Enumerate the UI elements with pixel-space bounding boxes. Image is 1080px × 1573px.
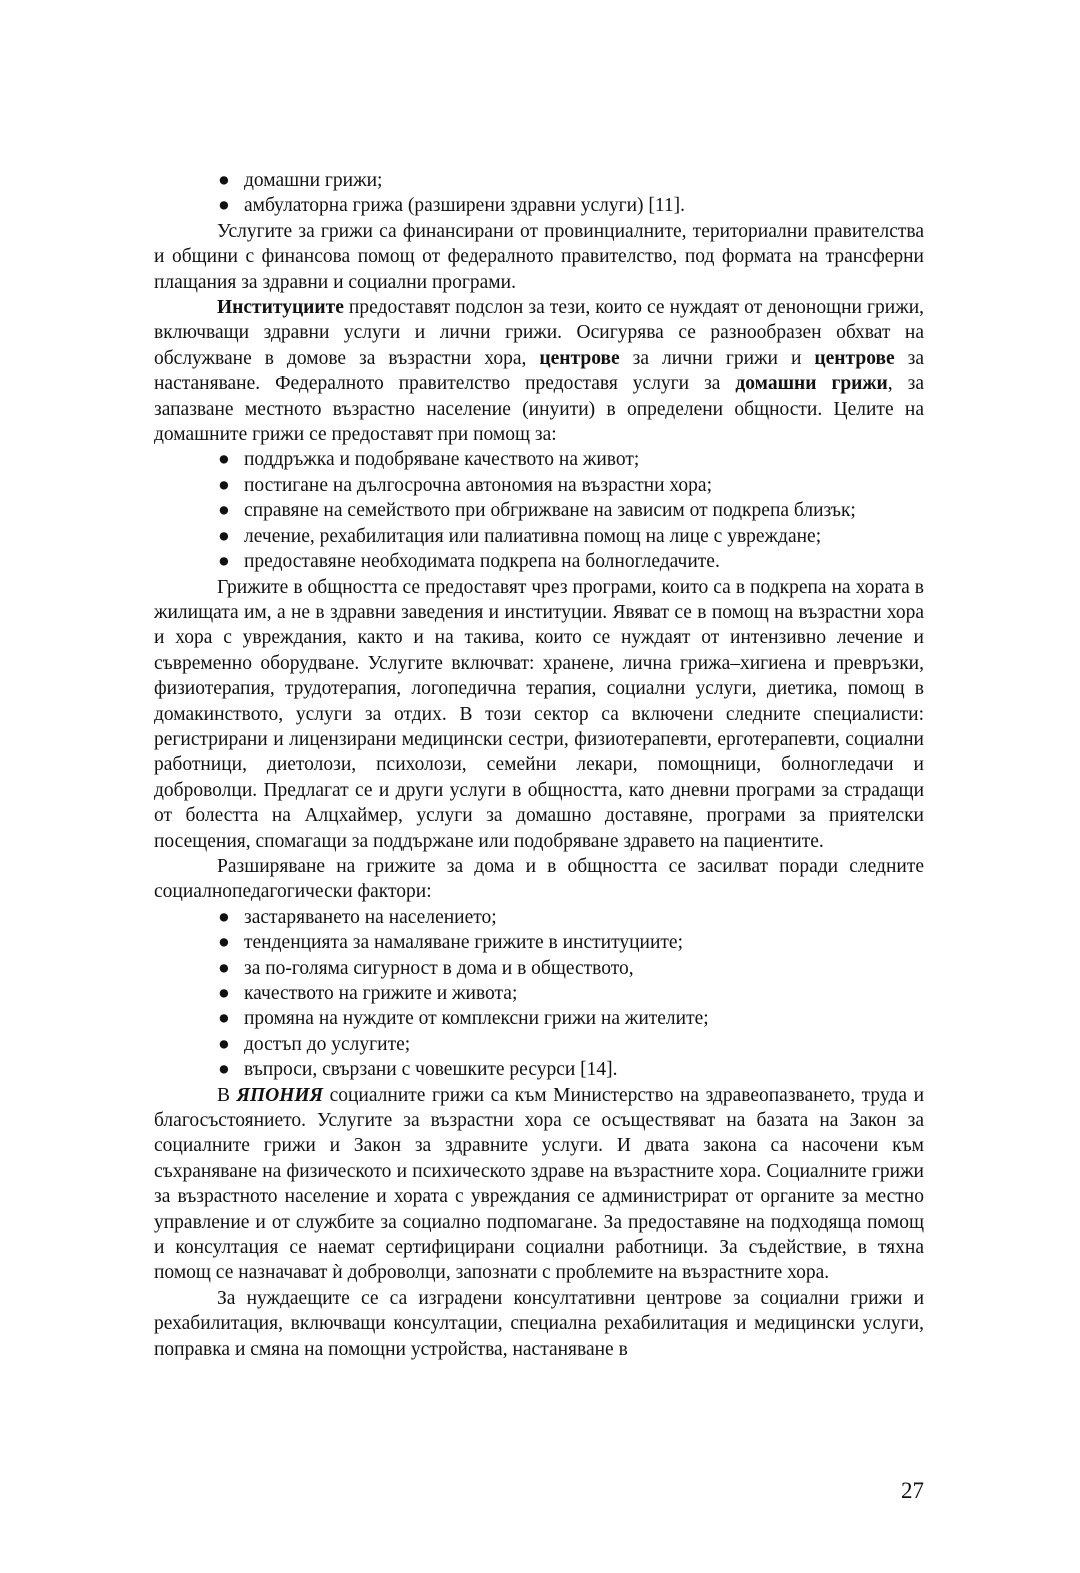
list-item: ● амбулаторна грижа (разширени здравни услуги) [11]. [218,195,686,217]
list-item: ● достъп до услугите; [218,1033,411,1055]
list-item: ● домашни грижи; [218,170,383,191]
list-item: ● промяна на нуждите от комплексни грижи на жителите; [218,1008,709,1030]
list-item: ● тенденцията за намаляване грижите в институциите; [218,932,684,954]
list-item: ● за по-голяма сигурност в дома и в обществото, [218,957,634,979]
list-item: ● предоставяне необходимата подкрепа на болногледачите. [218,551,720,573]
list-item: ● поддръжка и подобряване качеството на живот; [218,449,640,471]
page-body [154,168,924,1362]
list-item: ● постигане на дългосрочна автономия на възрастни хора; [218,474,712,496]
list-item: ● въпроси, свързани с човешките ресурси [14]. [218,1059,618,1081]
paragraph-japan: В ЯПОНИЯ социалните грижи са към Министерство на здравеопазването, труда и благосъстоянието. Услугите за възрастни хора се осъществяват на базата на Закон за социалните грижи и Закон за здравните услуги. И двата закона са насочени към съхраняване на физическото и психическото здраве на възрастните хора. Социалните грижи за възрастното население и хората с увреждания се администрират от органите за местно управление и от службите за социално подпомагане. За предоставяне на подходяща помощ и консултация се наемат сертифицирани социални работници. За съдействие, в тяхна помощ се назначават ѝ доброволци, запознати с проблемите на възрастните хора. [154,1084,925,1284]
paragraph-factors: Разширяване на грижите за дома и в общността се засилват поради следните социалнопедагогически фактори: [154,855,924,903]
paragraph-institutions: Институциите предоставят подслон за тези, които се нуждаят от денонощни грижи, включващи здравни услуги и лични грижи. Осигурява се разнообразен обхват на обслужване в домове за възрастни хора, центрове за лични грижи и центрове за настаняване. Федералното правителство предоставя услуги за домашни грижи, за запазване местното възрастно население (инуити) в определени общности. Целите на домашните грижи се предоставят при помощ за: [154,297,925,446]
paragraph-community-care: Грижите в общността се предоставят чрез програми, които са в подкрепа на хората в жилищата им, а не в здравни заведения и институции. Явяват се в помощ на възрастни хора и хора с увреждания, както и на такива, които се нуждаят от интензивно лечение и съвременно оборудване. Услугите включват: хранене, лична грижа–хигиена и превръзки, физиотерапия, трудотерапия, логопедична терапия, социални услуги, диетика, помощ в домакинството, услуги за отдих. В този сектор са включени следните специалисти: регистрирани и лицензирани медицински сестри, физиотерапевти, ерготерапевти, социални работници, диетолози, психолози, семейни лекари, помощници, болногледачи и доброволци. Предлагат се и други услуги в общността, като дневни програми за страдащи от болестта на Алцхаймер, услуги за домашно доставяне, програми за приятелски посещения, спомагащи за поддържане или подобряване здравето на пациентите. [154,576,924,852]
paragraph-funding: Услугите за грижи са финансирани от провинциалните, териториални правителства и общини с финансова помощ от федералното правителство, под формата на трансферни плащания за здравни и социални програми. [154,220,924,293]
list-item: ● лечение, рехабилитация или палиативна помощ на лице с увреждане; [218,525,822,547]
page-number: 27 [901,1478,924,1503]
list-item: ● справяне на семейството при обгрижване на зависим от подкрепа близък; [218,500,856,522]
paragraph-centers: За нуждаещите се са изградени консултативни центрове за социални грижи и рехабилитация, включващи консултации, специална рехабилитация и медицински услуги, поправка и смяна на помощни устройства, настаняване в [154,1287,924,1360]
list-item: ● качеството на грижите и живота; [218,983,518,1004]
list-item: ● застаряването на населението; [218,906,497,928]
